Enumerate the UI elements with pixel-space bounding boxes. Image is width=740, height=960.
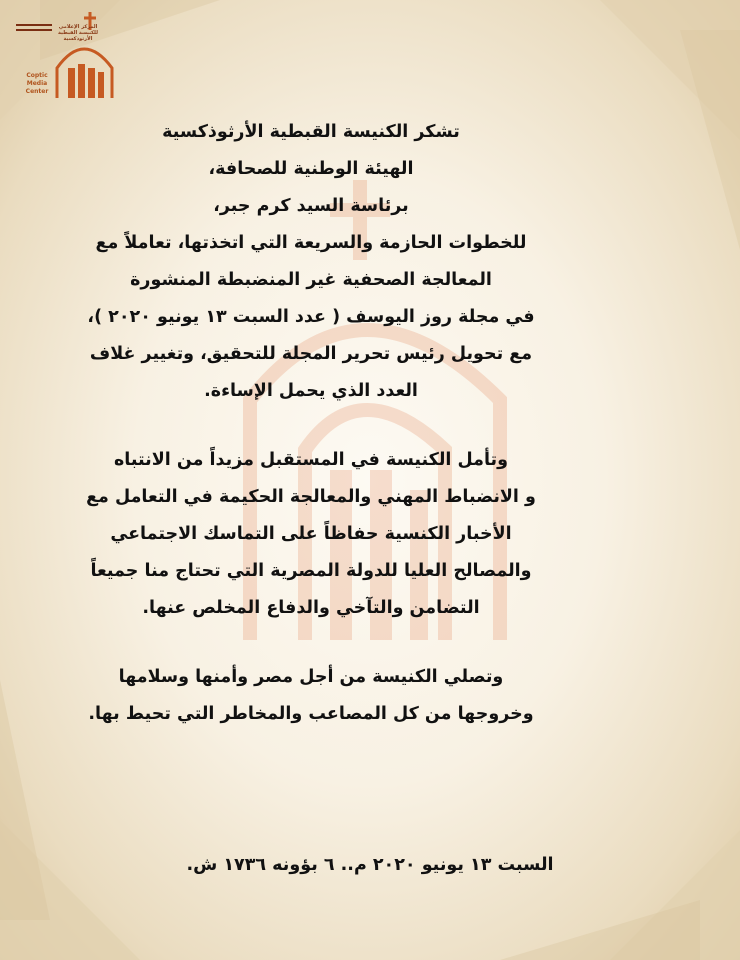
logo-english-text <box>22 72 52 96</box>
text-line: وتأمل الكنيسة في المستقبل مزيداً من الانتباه <box>113 450 509 470</box>
statement-date: السبت ١٣ يونيو ٢٠٢٠ م.. ٦ بؤونه ١٧٣٦ ش. <box>186 855 554 875</box>
text-line: الأخبار الكنسية حفاظاً على التماسك الاجتماعي <box>110 524 512 544</box>
text-line: و الانضباط المهني والمعالجة الحكيمة في التعامل مع <box>86 487 536 507</box>
text-line: للخطوات الحازمة والسريعة التي اتخذتها، تعاملاً مع <box>95 233 527 253</box>
text-line: برئاسة السيد كرم جبر، <box>213 196 409 216</box>
paragraph-thanks <box>60 114 562 410</box>
logo-line-center: Center <box>25 88 49 95</box>
logo-line-media: Media <box>26 80 48 87</box>
logo-arabic-text: المركز الإعلامي للكنيسة القبطية الأرثوذكسية <box>58 24 98 42</box>
paragraph-prayer <box>60 659 562 733</box>
frame-corner-bottom-right-shade <box>500 900 700 960</box>
text-line: في مجلة روز اليوسف ( عدد السبت ١٣ يونيو ٢٠٢٠ )، <box>87 307 535 327</box>
coptic-media-center-logo <box>12 10 122 105</box>
text-line: والمصالح العليا للدولة المصرية التي تحتاج منا جميعاً <box>90 561 532 581</box>
frame-corner-top-right-shade <box>680 30 740 250</box>
text-line: مع تحويل رئيس تحرير المجلة للتحقيق، وتغيير غلاف <box>89 344 533 364</box>
text-line: تشكر الكنيسة القبطية الأرثوذكسية <box>162 122 460 142</box>
text-line: العدد الذي يحمل الإساءة. <box>204 381 418 401</box>
text-line: الهيئة الوطنية للصحافة، <box>208 159 414 179</box>
text-line: وتصلي الكنيسة من أجل مصر وأمنها وسلامها <box>118 667 504 687</box>
text-line: المعالجة الصحفية غير المنضبطة المنشورة <box>130 270 492 290</box>
frame-corner-bottom-left-shade <box>0 680 50 920</box>
statement-body <box>60 114 562 733</box>
paragraph-spacer <box>60 627 562 659</box>
logo-line-coptic: Coptic <box>26 72 48 79</box>
paragraph-spacer <box>60 410 562 442</box>
paragraph-hope <box>60 442 562 627</box>
text-line: وخروجها من كل المصاعب والمخاطر التي تحيط بها. <box>88 704 534 724</box>
text-line: التضامن والتآخي والدفاع المخلص عنها. <box>142 598 480 618</box>
